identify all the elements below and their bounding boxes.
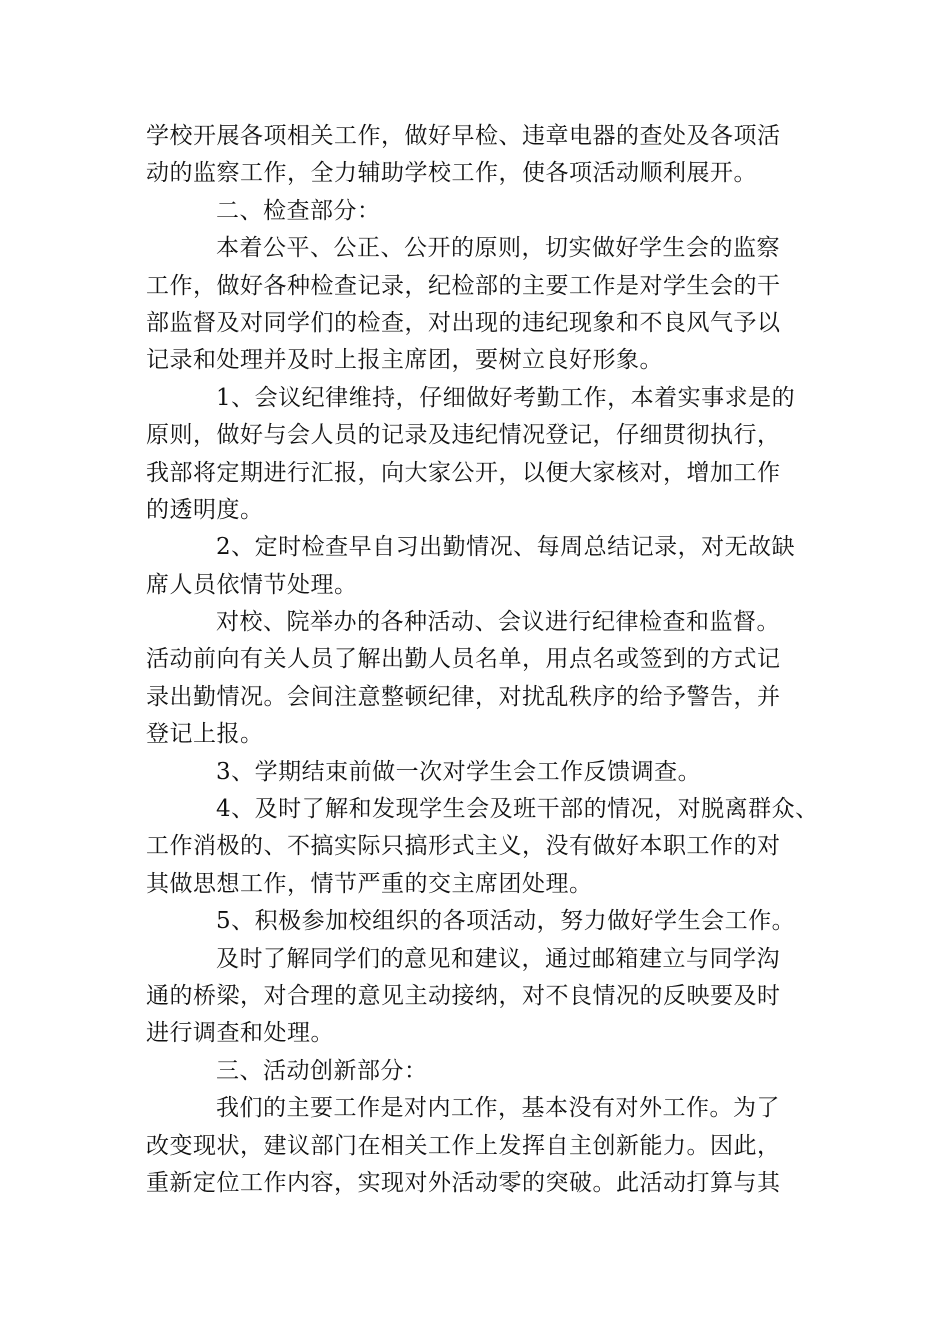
text-line: 我部将定期进行汇报，向大家公开，以便大家核对，增加工作 xyxy=(146,459,781,486)
text-line: 4、及时了解和发现学生会及班干部的情况，对脱离群众、 xyxy=(216,796,819,823)
text-line: 5、积极参加校组织的各项活动，努力做好学生会工作。 xyxy=(216,908,796,935)
text-line: 三、活动创新部分： xyxy=(216,1057,428,1084)
text-line: 进行调查和处理。 xyxy=(146,1020,334,1047)
text-line: 对校、院举办的各种活动、会议进行纪律检查和监督。 xyxy=(216,609,780,636)
text-line: 的透明度。 xyxy=(146,496,264,523)
text-line: 我们的主要工作是对内工作，基本没有对外工作。为了 xyxy=(216,1095,780,1122)
text-line: 动的监察工作，全力辅助学校工作，使各项活动顺利展开。 xyxy=(146,160,757,187)
text-line: 重新定位工作内容，实现对外活动零的突破。此活动打算与其 xyxy=(146,1169,781,1196)
text-line: 登记上报。 xyxy=(146,721,264,748)
text-line: 原则，做好与会人员的记录及违纪情况登记，仔细贯彻执行， xyxy=(146,422,781,449)
text-line: 通的桥梁，对合理的意见主动接纳，对不良情况的反映要及时 xyxy=(146,982,781,1009)
text-line: 活动前向有关人员了解出勤人员名单，用点名或签到的方式记 xyxy=(146,646,781,673)
text-line: 2、定时检查早自习出勤情况、每周总结记录，对无故缺 xyxy=(216,534,796,561)
text-line: 记录和处理并及时上报主席团，要树立良好形象。 xyxy=(146,347,663,374)
text-line: 本着公平、公正、公开的原则，切实做好学生会的监察 xyxy=(216,235,780,262)
text-line: 二、检查部分： xyxy=(216,197,381,224)
text-line: 工作消极的、不搞实际只搞形式主义，没有做好本职工作的对 xyxy=(146,833,781,860)
document-body xyxy=(146,118,819,1202)
text-line: 学校开展各项相关工作，做好早检、违章电器的查处及各项活 xyxy=(146,123,781,149)
text-line: 其做思想工作，情节严重的交主席团处理。 xyxy=(146,870,593,897)
text-line: 部监督及对同学们的检查，对出现的违纪现象和不良风气予以 xyxy=(146,309,781,336)
text-line: 1、会议纪律维持，仔细做好考勤工作，本着实事求是的 xyxy=(216,384,796,411)
text-line: 工作，做好各种检查记录，纪检部的主要工作是对学生会的干 xyxy=(146,272,781,299)
text-line: 3、学期结束前做一次对学生会工作反馈调查。 xyxy=(216,758,702,785)
text-line: 录出勤情况。会间注意整顿纪律，对扰乱秩序的给予警告，并 xyxy=(146,683,781,710)
text-line: 及时了解同学们的意见和建议，通过邮箱建立与同学沟 xyxy=(216,945,780,972)
text-line: 席人员依情节处理。 xyxy=(146,571,358,598)
text-line: 改变现状，建议部门在相关工作上发挥自主创新能力。因此， xyxy=(146,1132,781,1159)
